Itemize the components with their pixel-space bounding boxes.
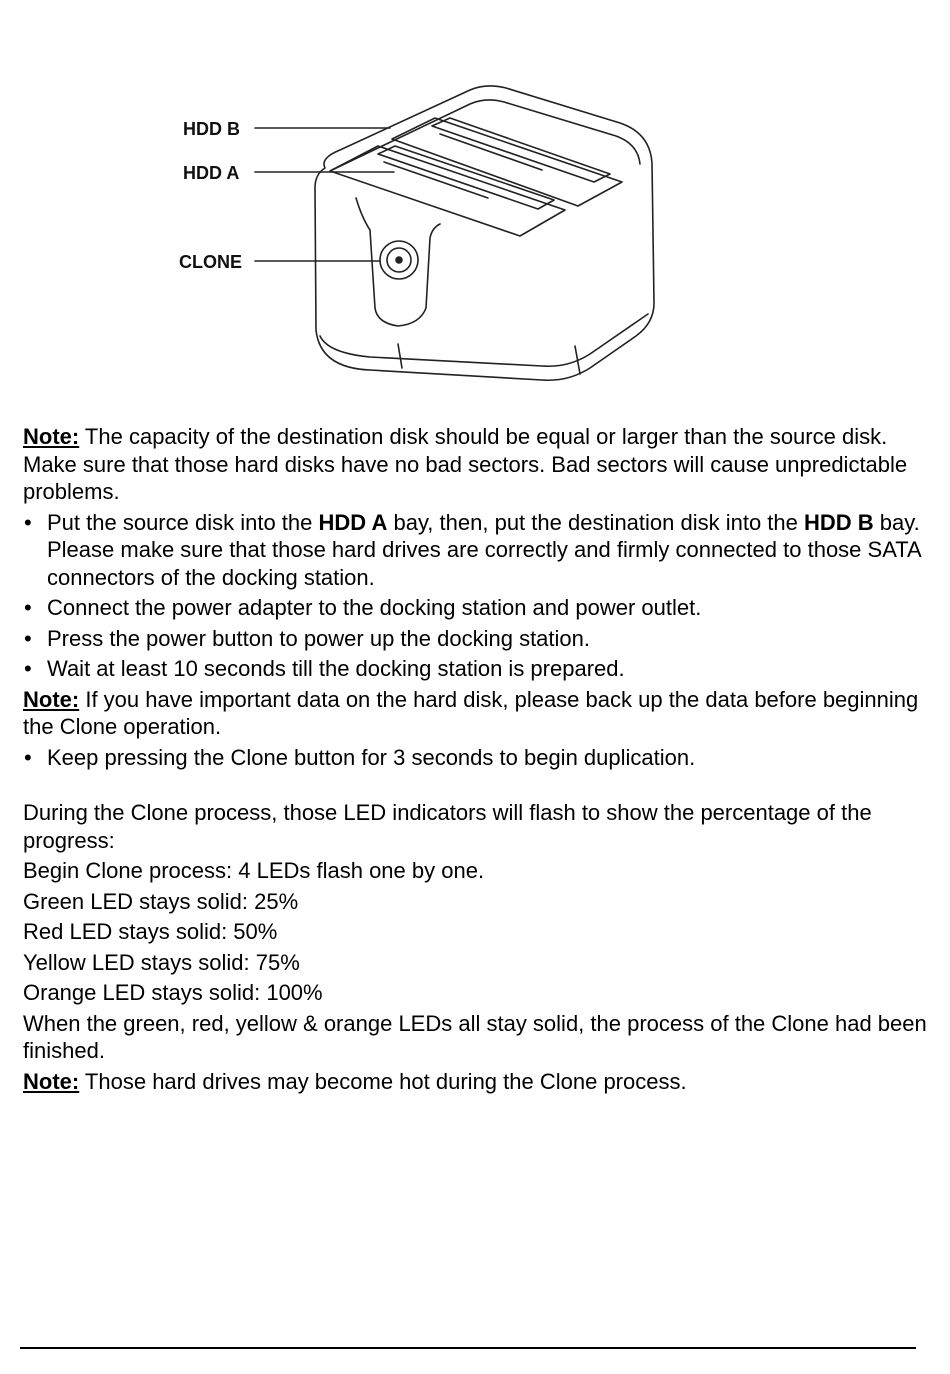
clone-steps-list xyxy=(23,744,933,772)
bullet-icon: • xyxy=(24,509,32,535)
bullet-icon: • xyxy=(24,595,32,620)
bullet-icon: • xyxy=(24,625,32,651)
step-text: Put the source disk into the xyxy=(47,509,319,535)
progress-intro: During the Clone process, those LED indicators will flash to show the percentage of the progress: xyxy=(23,800,872,853)
list-item xyxy=(23,625,933,653)
note-heat xyxy=(23,1068,933,1096)
hdd-b-callout: HDD B xyxy=(183,119,240,139)
note-label: Note: xyxy=(23,1068,80,1094)
progress-yellow: Yellow LED stays solid: 75% xyxy=(23,949,300,975)
note-capacity xyxy=(23,423,933,506)
note-label: Note: xyxy=(23,686,80,712)
note-label: Note: xyxy=(23,424,80,449)
progress-green: Green LED stays solid: 25% xyxy=(23,888,299,914)
step-text: Press the power button to power up the docking station. xyxy=(47,625,590,651)
footer-rule xyxy=(20,1347,916,1349)
note-backup xyxy=(23,686,933,741)
docking-station-illustration xyxy=(170,78,670,398)
hdd-b-term: HDD B xyxy=(804,509,874,535)
setup-steps-list xyxy=(23,509,933,683)
progress-orange: Orange LED stays solid: 100% xyxy=(23,980,323,1005)
step-text: bay, then, put the destination disk into the xyxy=(387,509,805,535)
step-text: Wait at least 10 seconds till the docking station is prepared. xyxy=(47,656,625,681)
instructions-body xyxy=(23,423,933,1095)
list-item xyxy=(23,509,933,592)
progress-finished: When the green, red, yellow & orange LEDs all stay solid, the process of the Clone had been finished. xyxy=(23,1010,927,1063)
note-text: Those hard drives may become hot during the Clone process. xyxy=(79,1068,687,1094)
step-text: bay. Please make sure that those hard drives are correctly and firmly connected to those SATA connectors of the docking station. xyxy=(47,509,921,590)
list-item xyxy=(23,744,933,772)
clone-callout: CLONE xyxy=(179,252,242,272)
step-text: Connect the power adapter to the docking station and power outlet. xyxy=(47,595,702,620)
note-text: If you have important data on the hard disk, please back up the data before beginning the Clone operation. xyxy=(23,686,919,739)
note-text: The capacity of the destination disk should be equal or larger than the source disk. Make sure that those hard disks have no bad sectors. Bad sectors will cause unpredictable problems. xyxy=(23,424,908,504)
docking-station-figure xyxy=(170,78,670,398)
bullet-icon: • xyxy=(24,656,32,681)
step-text: Keep pressing the Clone button for 3 seconds to begin duplication. xyxy=(47,744,696,770)
progress-red: Red LED stays solid: 50% xyxy=(23,919,278,944)
hdd-a-callout: HDD A xyxy=(183,163,240,183)
bullet-icon: • xyxy=(24,744,32,770)
list-item xyxy=(23,594,933,622)
list-item xyxy=(23,655,933,683)
progress-begin: Begin Clone process: 4 LEDs flash one by one. xyxy=(23,858,485,883)
hdd-a-term: HDD A xyxy=(318,509,388,535)
